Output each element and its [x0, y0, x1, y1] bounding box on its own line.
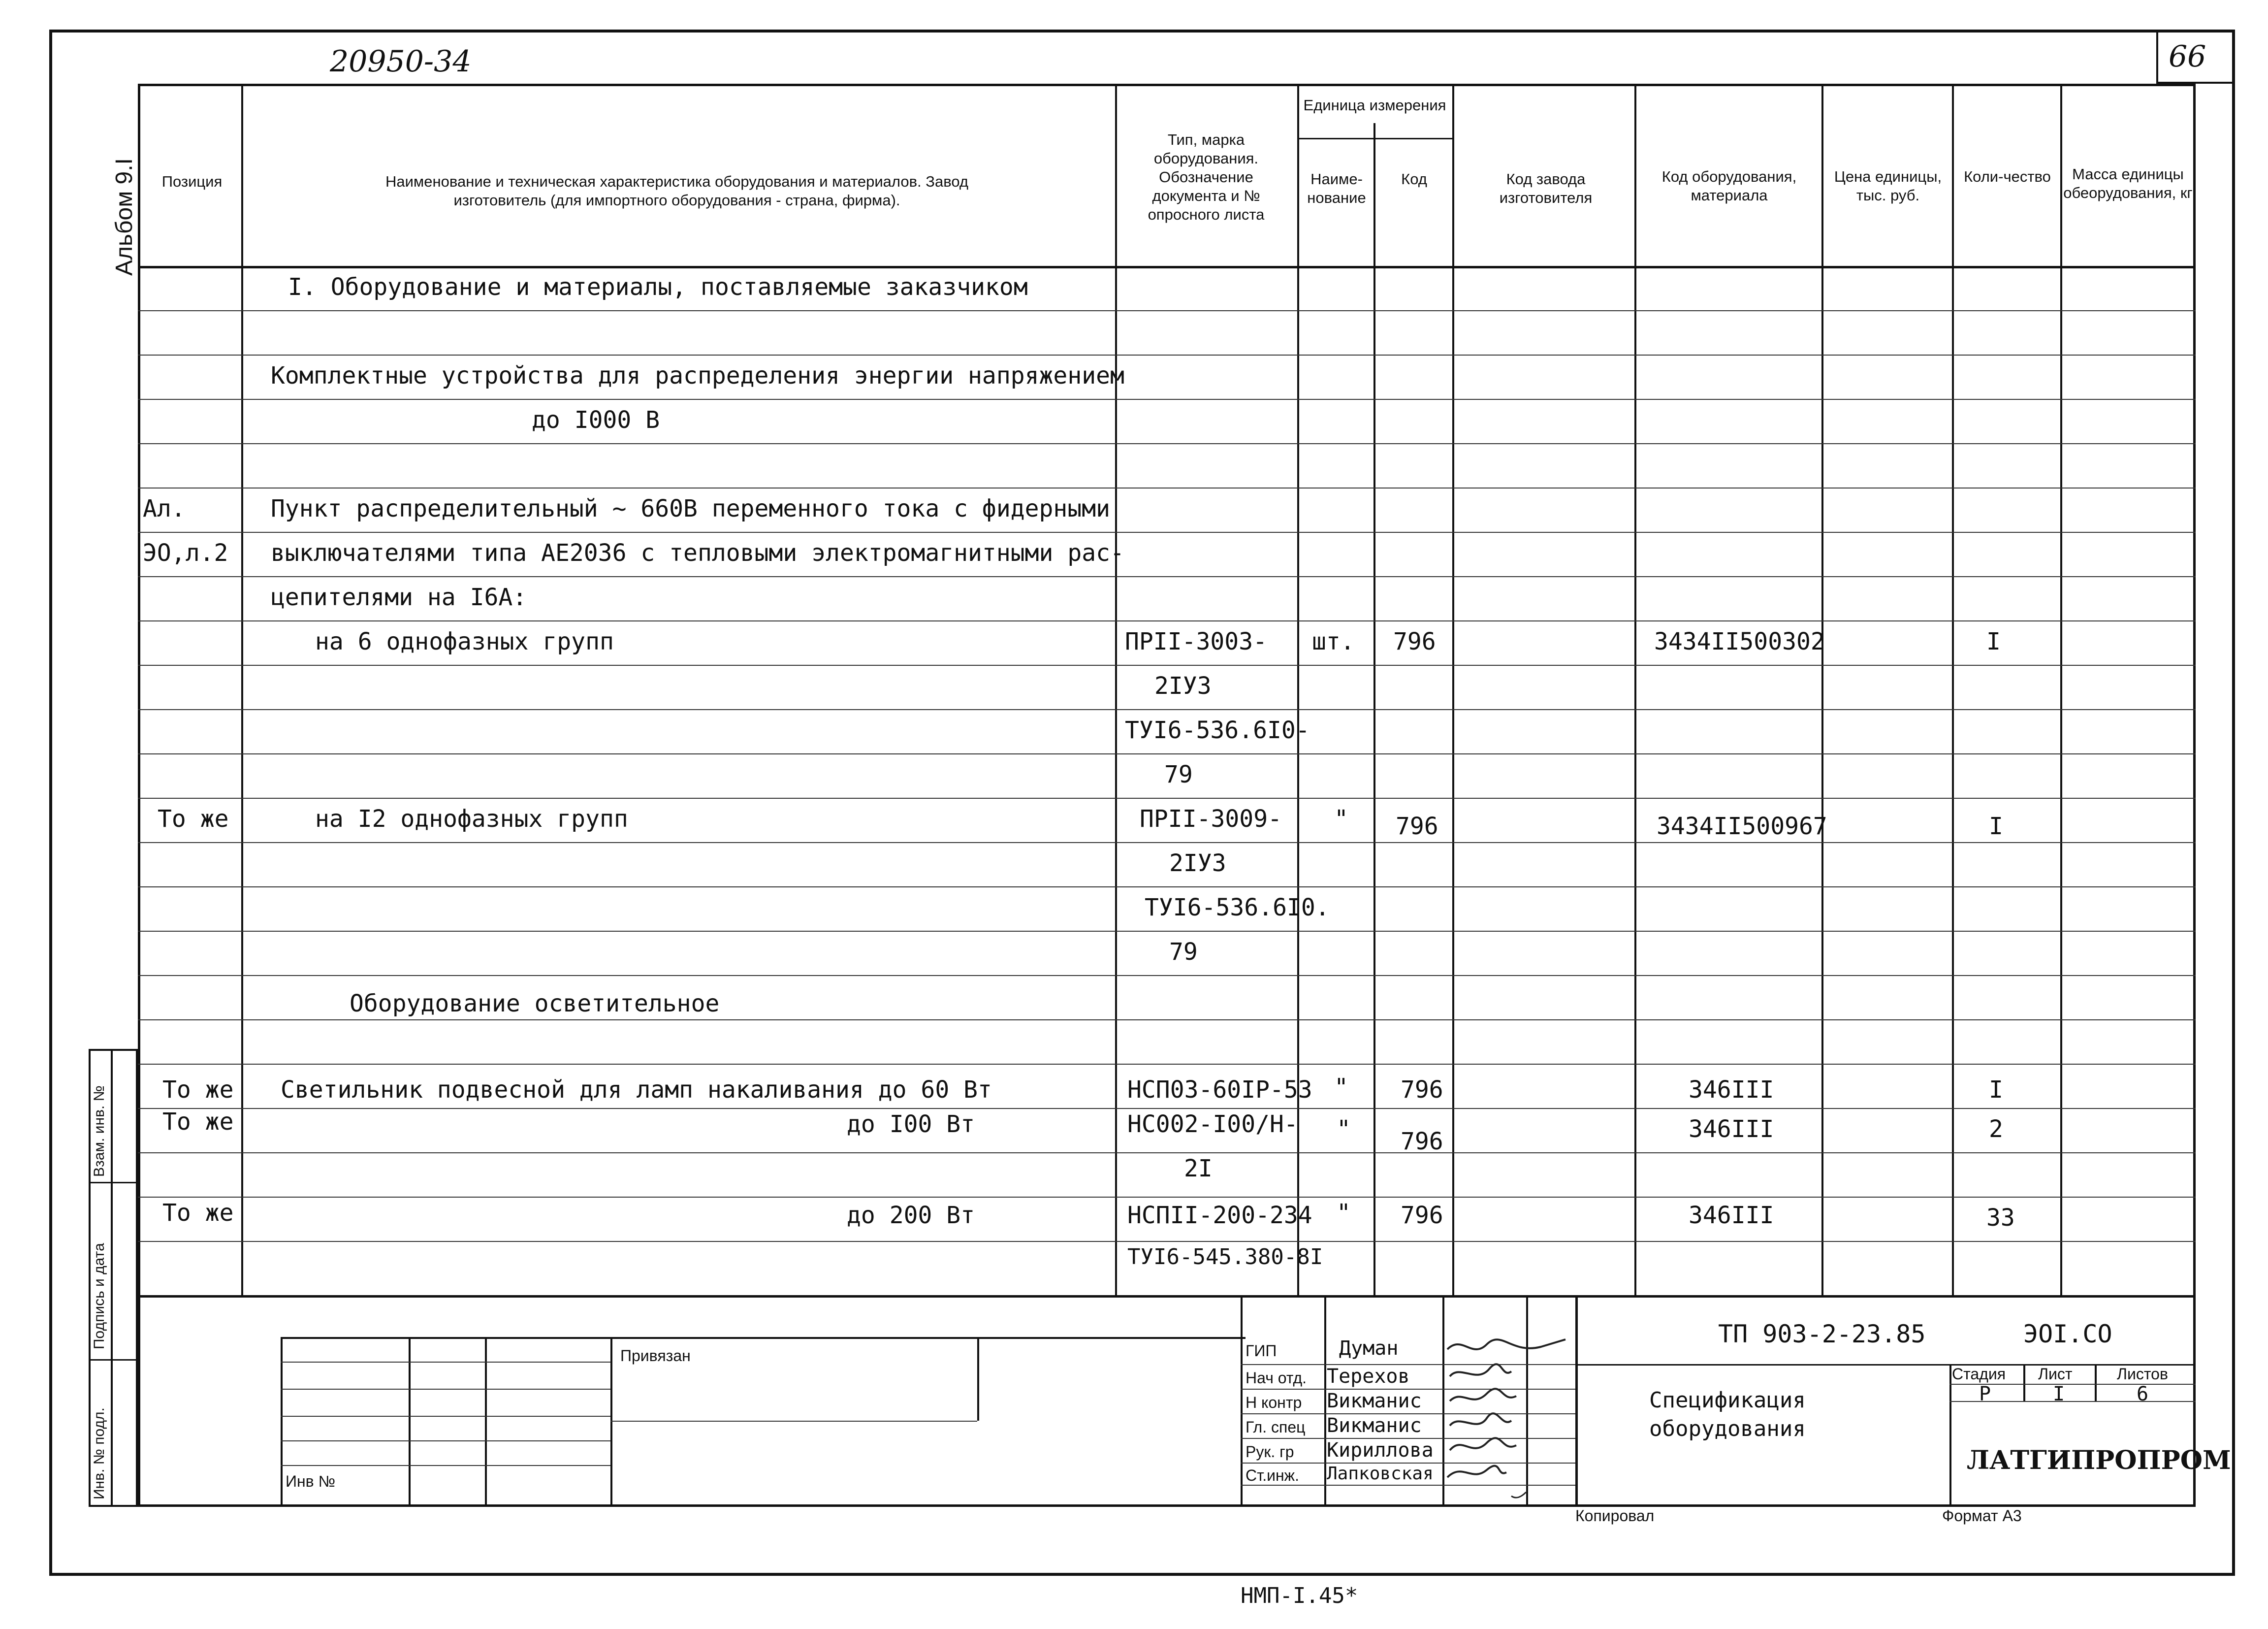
sheet-value: I	[2053, 1383, 2065, 1405]
side-stamp-line	[111, 1049, 113, 1507]
row-line	[138, 576, 2196, 577]
header-position: Позиция	[161, 173, 223, 190]
sheets-value: 6	[2137, 1383, 2149, 1405]
row-type: 79	[1164, 761, 1193, 788]
org-name: ЛАТГИПРОПРОМ	[1967, 1445, 2231, 1475]
row-type: НСП03-60IP-53	[1127, 1076, 1312, 1104]
row-line	[138, 355, 2196, 356]
row-unit: шт.	[1312, 628, 1355, 655]
side-stamp-line	[89, 1359, 138, 1361]
row-type: НСПII-200-234	[1127, 1202, 1312, 1229]
bound-grid-line	[281, 1389, 610, 1390]
row-qty: I	[1989, 813, 2003, 840]
stage-value: Р	[1979, 1383, 1991, 1405]
row-qty: I	[1986, 628, 2001, 655]
row-line	[138, 931, 2196, 932]
staff-role: Нач отд.	[1246, 1369, 1307, 1387]
header-qty: Коли-чество	[1964, 168, 2051, 185]
staff-name: Терехов	[1327, 1365, 1410, 1388]
row-line	[138, 1108, 2196, 1109]
row-line	[138, 842, 2196, 843]
row-type: ПРII-3009-	[1140, 805, 1282, 833]
bound-grid-line	[977, 1337, 979, 1421]
row-line	[138, 709, 2196, 710]
row-unit: "	[1337, 1115, 1351, 1143]
row-line	[138, 532, 2196, 533]
inv-label: Инв №	[286, 1472, 335, 1490]
row-name: до 200 Вт	[847, 1202, 975, 1229]
row-code: 796	[1401, 1076, 1443, 1104]
header-type: Тип, марка оборудования. Обозначение документа и № опросного листа	[1148, 131, 1265, 223]
unit-header-divider	[1297, 138, 1452, 139]
copied-label: Копировал	[1575, 1507, 1655, 1525]
row-line	[138, 1152, 2196, 1153]
staff-role: Гл. спец	[1246, 1418, 1306, 1436]
row-unit: "	[1334, 1074, 1348, 1101]
signature-scribbles	[1442, 1330, 1580, 1507]
stamp-line	[2023, 1364, 2025, 1401]
row-line	[138, 975, 2196, 976]
row-name: цепителями на I6А:	[271, 584, 527, 611]
col-line	[2060, 84, 2062, 1295]
row-line	[138, 798, 2196, 799]
bound-grid-line	[281, 1416, 610, 1417]
row-qty: I	[1989, 1076, 2003, 1104]
staff-line	[1324, 1295, 1326, 1507]
row-line	[138, 443, 2196, 444]
header-unit-group: Единица измерения	[1303, 97, 1446, 114]
row-code: 796	[1393, 628, 1436, 655]
col-line	[1821, 84, 1823, 1295]
row-equip-code: 346III	[1689, 1076, 1774, 1104]
staff-name: Викманис	[1327, 1390, 1422, 1412]
header-equip-code: Код оборудования, материала	[1661, 168, 1797, 204]
row-type: 2IУ3	[1169, 849, 1226, 877]
header-name: Наименование и техническая характеристика оборудования и материалов. Завод изготовитель (для импортного оборудования - страна, фирма).	[385, 173, 969, 209]
sheets-label: Листов	[2117, 1365, 2168, 1383]
album-label: Альбом 9.I	[111, 158, 137, 276]
row-equip-code: 3434II500302	[1654, 628, 1825, 655]
staff-role: ГИП	[1246, 1342, 1277, 1360]
bound-grid-line	[281, 1440, 610, 1441]
col-line	[241, 84, 243, 1295]
side-label-replace-inv: Взам. инв. №	[91, 1085, 107, 1177]
row-position: То же	[162, 1108, 234, 1136]
row-name: на 6 однофазных групп	[315, 628, 614, 655]
staff-name: Лапковская	[1327, 1464, 1434, 1484]
stamp-line	[2095, 1364, 2097, 1401]
staff-name: Кириллова	[1327, 1439, 1434, 1462]
col-line	[1634, 84, 1636, 1295]
staff-line	[1241, 1295, 1243, 1507]
row-unit: "	[1337, 1199, 1351, 1227]
row-type: ПРII-3003-	[1125, 628, 1267, 655]
header-unit-name: Наиме-нование	[1307, 170, 1366, 206]
row-line	[138, 1019, 2196, 1020]
header-unit-code: Код	[1401, 170, 1427, 188]
table-bottom	[138, 1295, 2196, 1298]
row-type: 79	[1169, 938, 1198, 966]
stage-label: Стадия	[1952, 1365, 2006, 1383]
row-code: 796	[1401, 1202, 1443, 1229]
row-position: То же	[162, 1199, 234, 1227]
row-name: I. Оборудование и материалы, поставляемые заказчиком	[288, 273, 1028, 301]
row-position: То же	[158, 805, 229, 833]
row-position: То же	[162, 1076, 234, 1104]
row-line	[138, 1197, 2196, 1198]
header-price: Цена единицы, тыс. руб.	[1834, 168, 1942, 204]
row-line	[138, 753, 2196, 754]
row-equip-code: 346III	[1689, 1115, 1774, 1143]
staff-role: Рук. гр	[1246, 1443, 1294, 1461]
row-qty: 33	[1986, 1204, 2015, 1232]
bound-grid-line	[610, 1421, 977, 1422]
row-qty: 2	[1989, 1115, 2003, 1143]
footer-code: НМП-I.45*	[1241, 1583, 1358, 1608]
staff-name: Викманис	[1327, 1414, 1422, 1437]
row-name: выключателями типа АЕ2036 с тепловыми электромагнитными рас-	[271, 539, 1124, 567]
row-type: ТУI6-545.380-8I	[1127, 1244, 1323, 1270]
header-mass: Масса единицы обеорудования, кг	[2063, 165, 2193, 201]
row-name: Светильник подвесной для ламп накаливания до 60 Вт	[281, 1076, 992, 1104]
row-line	[138, 886, 2196, 887]
row-equip-code: 346III	[1689, 1202, 1774, 1229]
project-code: ТП 903-2-23.85	[1718, 1320, 1926, 1348]
row-type: НС002-I00/Н-	[1127, 1110, 1298, 1138]
format-label: Формат А3	[1942, 1507, 2022, 1525]
row-type: 2I	[1184, 1155, 1213, 1182]
row-name: на I2 однофазных групп	[315, 805, 628, 833]
row-line	[138, 399, 2196, 400]
bound-grid-line	[281, 1362, 610, 1363]
header-plant-code: Код завода изготовителя	[1499, 170, 1593, 206]
row-line	[138, 1241, 2196, 1242]
row-name: до I00 Вт	[847, 1110, 975, 1138]
row-line	[138, 488, 2196, 489]
header-divider	[138, 266, 2196, 268]
side-label-signature-date: Подпись и дата	[91, 1243, 107, 1349]
col-line	[1452, 84, 1454, 1295]
row-name: Оборудование осветительное	[350, 990, 720, 1017]
side-label-inv-original: Инв. № подл.	[91, 1407, 107, 1499]
bound-grid-line	[281, 1465, 610, 1466]
doc-number: 20950-34	[330, 44, 472, 79]
row-type: ТУI6-536.6I0-	[1125, 717, 1310, 744]
bound-label: Привязан	[620, 1347, 691, 1365]
stamp-line	[1575, 1364, 2196, 1366]
staff-role: Н контр	[1246, 1394, 1302, 1411]
staff-role: Ст.инж.	[1246, 1466, 1299, 1484]
stamp-title: Спецификация оборудования	[1649, 1388, 1806, 1441]
drawing-code: ЭОI.СО	[2023, 1320, 2112, 1348]
row-line	[138, 620, 2196, 621]
row-name: Пункт распределительный ~ 660В переменного тока с фидерными	[271, 495, 1111, 522]
staff-name: Думан	[1339, 1337, 1399, 1360]
row-position: ЭО,л.2	[143, 539, 228, 567]
row-name: до I000 В	[532, 406, 660, 434]
row-line	[138, 1064, 2196, 1065]
sheet-label: Лист	[2038, 1365, 2073, 1383]
page-number: 66	[2169, 39, 2206, 74]
row-code: 796	[1396, 813, 1438, 840]
row-code: 796	[1401, 1128, 1443, 1155]
side-stamp-line	[89, 1182, 138, 1183]
row-equip-code: 3434II500967	[1657, 813, 1827, 840]
col-line	[1952, 84, 1954, 1295]
row-line	[138, 310, 2196, 311]
col-line	[1115, 84, 1117, 1295]
row-unit: "	[1334, 805, 1348, 833]
row-position: Ал.	[143, 495, 186, 522]
row-name: Комплектные устройства для распределения энергии напряжением	[271, 362, 1124, 390]
row-type: 2IУ3	[1154, 672, 1212, 700]
stamp-line	[1949, 1364, 1951, 1507]
row-line	[138, 665, 2196, 666]
bound-grid-line	[610, 1337, 612, 1507]
row-type: ТУI6-536.6I0.	[1145, 894, 1330, 921]
